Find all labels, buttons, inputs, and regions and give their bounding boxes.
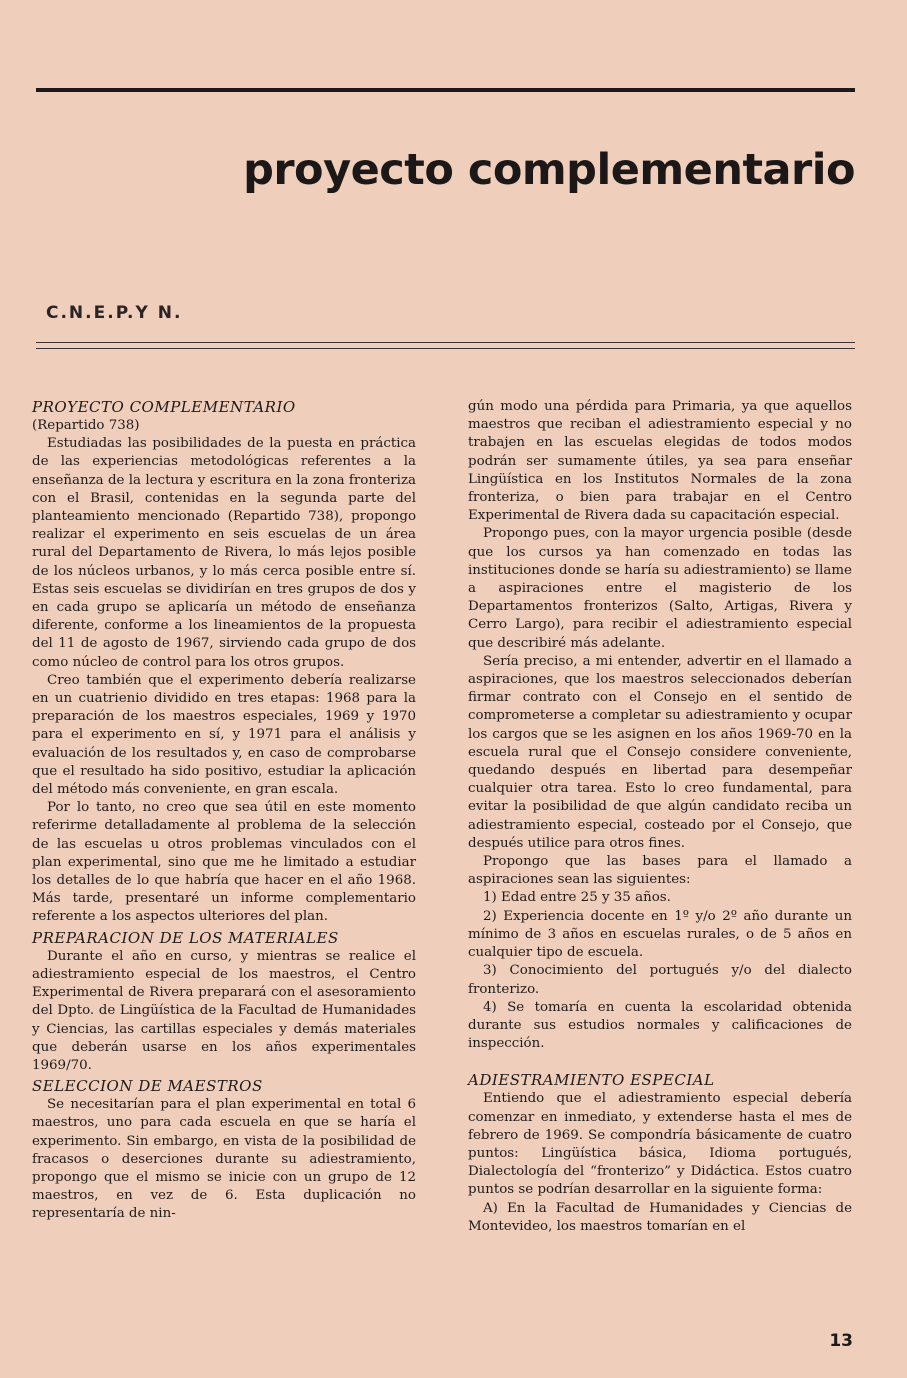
divider-rule-lower (36, 348, 855, 349)
paragraph: A) En la Facultad de Humanidades y Ciencias de Montevideo, los maestros tomarían en el (468, 1200, 852, 1234)
list-item: 2) Experiencia docente en 1º y/o 2º año durante un mínimo de 3 años en escuelas rurales, o de 5 años en cualquier tipo de escuela. (468, 908, 852, 961)
right-column (468, 398, 852, 1236)
paragraph: Creo también que el experimento debería realizarse en un cuatrienio dividido en tres etapas: 1968 para la preparación de los maestros especiales, 1969 y 1970 para el experimento en sí, y 1971 para el análisis y evaluación de los resultados y, en caso de comprobarse que el resultado ha sido positivo, estudiar la aplicación del método más conveniente, en gran escala. (32, 672, 416, 798)
paragraph: Propongo pues, con la mayor urgencia posible (desde que los cursos ya han comenzado en todas las instituciones donde se haría su adiestramiento) se llame a aspiraciones entre el magisterio de los Departamentos fronterizos (Salto, Artigas, Rivera y Cerro Largo), para recibir el adiestramiento especial que describiré más adelante. (468, 526, 852, 651)
paragraph: Entiendo que el adiestramiento especial debería comenzar en inmediato, y extenderse hasta el mes de febrero de 1969. Se compondría básicamente de cuatro puntos: Lingüística básica, Idioma portugués, Dialectología del “fronterizo” y Didáctica. Estos cuatro puntos se podrían desarrollar en la siguiente forma: (468, 1091, 852, 1198)
repartido-reference: (Repartido 738) (32, 418, 140, 433)
list-item: 1) Edad entre 25 y 35 años. (483, 890, 671, 906)
paragraph: Propongo que las bases para el llamado a aspiraciones sean las siguientes: (468, 854, 852, 888)
list-item: 3) Conocimiento del portugués y/o del dialecto fronterizo. (468, 963, 852, 997)
article-title: proyecto complementario (243, 145, 855, 195)
paragraph: Por lo tanto, no creo que sea útil en este momento referirme detalladamente al problema de la selección de las escuelas u otros problemas vinculados con el plan experimental, sino que me he limitado a estudiar los detalles de lo que habría que hacer en el año 1968. Más tarde, presentaré un informe complementario referente a los aspectos ulteriores del plan. (32, 800, 416, 925)
section-heading-adiestramiento: ADIESTRAMIENTO ESPECIAL (468, 1071, 715, 1090)
paragraph: Sería preciso, a mi entender, advertir en el llamado a aspiraciones, que los maestros seleccionados deberían firmar contrato con el Consejo en el sentido de comprometerse a completar su adiestramiento y ocupar los cargos que se les asignen en los años 1969-70 en la escuela rural que el Consejo considere conveniente, quedando después en libertad para desempeñar cualquier otra tarea. Esto lo creo fundamental, para evitar la posibilidad de que algún candidato reciba un adiestramiento especial, costeado por el Consejo, que después utilice para otros fines. (468, 653, 852, 851)
divider-rule-upper (36, 342, 855, 343)
left-column (32, 398, 416, 1224)
top-rule (36, 88, 855, 92)
paragraph: Durante el año en curso, y mientras se realice el adiestramiento especial de los maestros, el Centro Experimental de Rivera preparará con el asesoramiento del Dpto. de Lingüística de la Facultad de Humanidades y Ciencias, las cartillas especiales y demás materiales que deberán usarse en los años experimentales 1969/70. (32, 948, 416, 1073)
page-number: 13 (829, 1331, 853, 1351)
section-heading-seleccion: SELECCION DE MAESTROS (32, 1077, 263, 1096)
paragraph: gún modo una pérdida para Primaria, ya que aquellos maestros que reciban el adiestramiento especial y no trabajen en las escuelas elegidas de todos modos podrán ser sumamente útiles, ya sea para enseñar Lingüística en los Institutos Normales de la zona fronteriza, o bien para trabajar en el Centro Experimental de Rivera dada su capacitación especial. (468, 399, 852, 524)
paragraph: Estudiadas las posibilidades de la puesta en práctica de las experiencias metodológicas referentes a la enseñanza de la lectura y escritura en la zona fronteriza con el Brasil, contenidas en la segunda parte del planteamiento mencionado (Repartido 738), propongo realizar el experimento en seis escuelas de un área rural del Departamento de Rivera, lo más lejos posible de los núcleos urbanos, y lo más cerca posible entre sí. Estas seis escuelas se dividirían en tres grupos de dos y en cada grupo se aplicaría un método de enseñanza diferente, conforme a los lineamientos de la propuesta del 11 de agosto de 1967, sirviendo cada grupo de dos como núcleo de control para los otros grupos. (32, 436, 416, 670)
section-heading-proyecto: PROYECTO COMPLEMENTARIO (32, 398, 296, 416)
list-item: 4) Se tomaría en cuenta la escolaridad obtenida durante sus estudios normales y calificaciones de inspección. (468, 999, 852, 1052)
section-heading-materiales: PREPARACION DE LOS MATERIALES (32, 928, 339, 947)
paragraph: Se necesitarían para el plan experimental en total 6 maestros, uno para cada escuela en que se haría el experimento. Sin embargo, en vista de la posibilidad de fracasos o deserciones durante su adiestramiento, propongo que el mismo se inicie con un grupo de 12 maestros, en vez de 6. Esta duplicación no representaría de nin- (32, 1097, 416, 1222)
author-line: C.N.E.P.Y N. (46, 303, 183, 323)
